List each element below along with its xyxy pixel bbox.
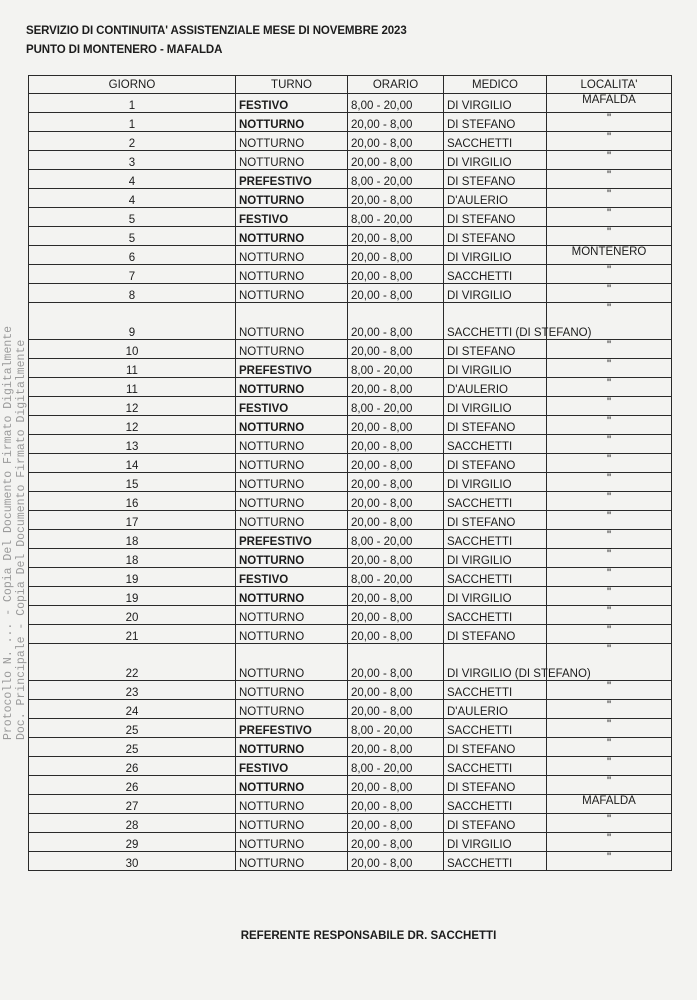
shift-cell: NOTTURNO <box>236 151 348 170</box>
table-row <box>29 719 672 738</box>
location-cell: " <box>547 132 672 151</box>
doctor-cell: SACCHETTI <box>444 719 547 738</box>
time-cell: 20,00 - 8,00 <box>348 852 444 871</box>
schedule-body <box>29 94 672 871</box>
time-cell: 20,00 - 8,00 <box>348 738 444 757</box>
doctor-cell: SACCHETTI <box>444 492 547 511</box>
day-cell: 27 <box>29 795 236 814</box>
location-cell: " <box>547 757 672 776</box>
shift-cell: FESTIVO <box>236 757 348 776</box>
time-cell: 8,00 - 20,00 <box>348 94 444 113</box>
location-cell: " <box>547 208 672 227</box>
location-cell: " <box>547 568 672 587</box>
doctor-cell: DI STEFANO <box>444 625 547 644</box>
shift-cell: NOTTURNO <box>236 340 348 359</box>
doctor-cell: D'AULERIO <box>444 189 547 208</box>
day-cell: 25 <box>29 719 236 738</box>
column-header-orario: ORARIO <box>348 76 444 94</box>
day-cell: 18 <box>29 549 236 568</box>
time-cell: 20,00 - 8,00 <box>348 625 444 644</box>
location-cell: " <box>547 265 672 284</box>
location-cell: " <box>547 435 672 454</box>
column-header-giorno: GIORNO <box>29 76 236 94</box>
time-cell: 20,00 - 8,00 <box>348 473 444 492</box>
day-cell: 1 <box>29 113 236 132</box>
column-header-turno: TURNO <box>236 76 348 94</box>
shift-cell: NOTTURNO <box>236 587 348 606</box>
location-cell: " <box>547 644 672 681</box>
day-cell: 30 <box>29 852 236 871</box>
table-row <box>29 681 672 700</box>
table-row <box>29 246 672 265</box>
time-cell: 20,00 - 8,00 <box>348 416 444 435</box>
table-row <box>29 132 672 151</box>
doctor-cell: DI STEFANO <box>444 738 547 757</box>
time-cell: 8,00 - 20,00 <box>348 359 444 378</box>
doctor-cell: DI STEFANO <box>444 227 547 246</box>
shift-cell: NOTTURNO <box>236 814 348 833</box>
day-cell: 3 <box>29 151 236 170</box>
location-cell: " <box>547 587 672 606</box>
time-cell: 8,00 - 20,00 <box>348 170 444 189</box>
day-cell: 19 <box>29 587 236 606</box>
location-cell: " <box>547 227 672 246</box>
doctor-cell: SACCHETTI <box>444 568 547 587</box>
doctor-cell: SACCHETTI <box>444 132 547 151</box>
shift-cell: NOTTURNO <box>236 378 348 397</box>
shift-cell: NOTTURNO <box>236 265 348 284</box>
location-cell: " <box>547 530 672 549</box>
footer <box>0 926 697 944</box>
doctor-cell: D'AULERIO <box>444 378 547 397</box>
time-cell: 20,00 - 8,00 <box>348 606 444 625</box>
table-row <box>29 94 672 113</box>
location-cell: " <box>547 397 672 416</box>
table-row <box>29 757 672 776</box>
table-row <box>29 700 672 719</box>
table-row <box>29 833 672 852</box>
day-cell: 10 <box>29 340 236 359</box>
protocol-stamp <box>2 326 28 740</box>
time-cell: 20,00 - 8,00 <box>348 340 444 359</box>
table-row <box>29 587 672 606</box>
table-row <box>29 473 672 492</box>
shift-cell: NOTTURNO <box>236 700 348 719</box>
day-cell: 9 <box>29 303 236 340</box>
doctor-cell: DI VIRGILIO <box>444 549 547 568</box>
doctor-cell: DI VIRGILIO (DI STEFANO) <box>444 644 547 681</box>
document-header <box>26 22 407 60</box>
shift-cell: FESTIVO <box>236 208 348 227</box>
column-header-localita: LOCALITA' <box>547 76 672 94</box>
table-row <box>29 303 672 340</box>
doctor-cell: DI STEFANO <box>444 814 547 833</box>
doctor-cell: DI VIRGILIO <box>444 587 547 606</box>
shift-cell: NOTTURNO <box>236 644 348 681</box>
column-header-medico: MEDICO <box>444 76 547 94</box>
table-row <box>29 378 672 397</box>
table-row <box>29 170 672 189</box>
day-cell: 18 <box>29 530 236 549</box>
doctor-cell: DI STEFANO <box>444 776 547 795</box>
table-row <box>29 435 672 454</box>
time-cell: 8,00 - 20,00 <box>348 757 444 776</box>
location-cell: " <box>547 303 672 340</box>
time-cell: 8,00 - 20,00 <box>348 568 444 587</box>
shift-cell: NOTTURNO <box>236 227 348 246</box>
location-cell: " <box>547 284 672 303</box>
shift-cell: NOTTURNO <box>236 132 348 151</box>
shift-cell: NOTTURNO <box>236 492 348 511</box>
doctor-cell: DI STEFANO <box>444 170 547 189</box>
location-cell: " <box>547 340 672 359</box>
table-row <box>29 340 672 359</box>
doctor-cell: DI STEFANO <box>444 113 547 132</box>
location-cell: " <box>547 378 672 397</box>
time-cell: 20,00 - 8,00 <box>348 644 444 681</box>
document-title: SERVIZIO DI CONTINUITA' ASSISTENZIALE MESE DI NOVEMBRE 2023 <box>26 25 407 37</box>
time-cell: 20,00 - 8,00 <box>348 587 444 606</box>
doctor-cell: SACCHETTI <box>444 530 547 549</box>
day-cell: 1 <box>29 94 236 113</box>
doctor-cell: DI VIRGILIO <box>444 359 547 378</box>
table-row <box>29 644 672 681</box>
day-cell: 22 <box>29 644 236 681</box>
doctor-cell: D'AULERIO <box>444 700 547 719</box>
doctor-cell: SACCHETTI (DI STEFANO) <box>444 303 547 340</box>
referente-signature-line: REFERENTE RESPONSABILE DR. SACCHETTI <box>240 930 497 942</box>
table-row <box>29 795 672 814</box>
shift-cell: NOTTURNO <box>236 189 348 208</box>
time-cell: 20,00 - 8,00 <box>348 511 444 530</box>
doctor-cell: DI VIRGILIO <box>444 473 547 492</box>
day-cell: 2 <box>29 132 236 151</box>
day-cell: 4 <box>29 170 236 189</box>
doctor-cell: DI VIRGILIO <box>444 833 547 852</box>
table-row <box>29 227 672 246</box>
doctor-cell: SACCHETTI <box>444 265 547 284</box>
day-cell: 13 <box>29 435 236 454</box>
time-cell: 8,00 - 20,00 <box>348 719 444 738</box>
location-cell: " <box>547 700 672 719</box>
table-row <box>29 208 672 227</box>
location-cell: MAFALDA <box>547 795 672 814</box>
location-cell: MONTENERO <box>547 246 672 265</box>
day-cell: 4 <box>29 189 236 208</box>
shift-cell: PREFESTIVO <box>236 359 348 378</box>
time-cell: 20,00 - 8,00 <box>348 435 444 454</box>
time-cell: 20,00 - 8,00 <box>348 303 444 340</box>
day-cell: 12 <box>29 397 236 416</box>
time-cell: 8,00 - 20,00 <box>348 530 444 549</box>
table-row <box>29 189 672 208</box>
location-cell: " <box>547 833 672 852</box>
time-cell: 20,00 - 8,00 <box>348 284 444 303</box>
shift-cell: NOTTURNO <box>236 852 348 871</box>
location-cell: " <box>547 852 672 871</box>
doctor-cell: DI VIRGILIO <box>444 284 547 303</box>
document-subtitle: PUNTO DI MONTENERO - MAFALDA <box>26 44 223 56</box>
time-cell: 20,00 - 8,00 <box>348 227 444 246</box>
time-cell: 20,00 - 8,00 <box>348 151 444 170</box>
shift-cell: NOTTURNO <box>236 246 348 265</box>
shift-cell: NOTTURNO <box>236 284 348 303</box>
shift-cell: NOTTURNO <box>236 549 348 568</box>
doctor-cell: DI VIRGILIO <box>444 151 547 170</box>
location-cell: " <box>547 606 672 625</box>
location-cell: " <box>547 454 672 473</box>
table-row <box>29 511 672 530</box>
shift-cell: NOTTURNO <box>236 113 348 132</box>
doctor-cell: DI STEFANO <box>444 454 547 473</box>
protocol-stamp-line-1: Protocollo N. ... - Copia Del Documento Firmato Digitalmente <box>2 325 15 740</box>
day-cell: 20 <box>29 606 236 625</box>
shift-cell: NOTTURNO <box>236 511 348 530</box>
shift-cell: NOTTURNO <box>236 303 348 340</box>
table-row <box>29 454 672 473</box>
shift-cell: NOTTURNO <box>236 738 348 757</box>
time-cell: 8,00 - 20,00 <box>348 397 444 416</box>
location-cell: " <box>547 511 672 530</box>
shift-cell: NOTTURNO <box>236 625 348 644</box>
day-cell: 5 <box>29 227 236 246</box>
table-row <box>29 359 672 378</box>
location-cell: " <box>547 549 672 568</box>
location-cell: " <box>547 113 672 132</box>
day-cell: 6 <box>29 246 236 265</box>
location-cell: " <box>547 719 672 738</box>
table-row <box>29 530 672 549</box>
schedule-table <box>28 75 672 871</box>
day-cell: 17 <box>29 511 236 530</box>
doctor-cell: SACCHETTI <box>444 435 547 454</box>
location-cell: " <box>547 625 672 644</box>
doctor-cell: DI VIRGILIO <box>444 94 547 113</box>
location-cell: " <box>547 359 672 378</box>
day-cell: 23 <box>29 681 236 700</box>
doctor-cell: DI STEFANO <box>444 416 547 435</box>
doctor-cell: DI STEFANO <box>444 208 547 227</box>
shift-cell: NOTTURNO <box>236 606 348 625</box>
shift-cell: NOTTURNO <box>236 776 348 795</box>
time-cell: 20,00 - 8,00 <box>348 378 444 397</box>
time-cell: 20,00 - 8,00 <box>348 246 444 265</box>
table-row <box>29 606 672 625</box>
table-row <box>29 568 672 587</box>
location-cell: " <box>547 416 672 435</box>
shift-cell: NOTTURNO <box>236 435 348 454</box>
time-cell: 20,00 - 8,00 <box>348 454 444 473</box>
location-cell: " <box>547 189 672 208</box>
shift-cell: FESTIVO <box>236 397 348 416</box>
day-cell: 29 <box>29 833 236 852</box>
day-cell: 21 <box>29 625 236 644</box>
time-cell: 8,00 - 20,00 <box>348 208 444 227</box>
location-cell: MAFALDA <box>547 94 672 113</box>
table-row <box>29 113 672 132</box>
shift-cell: NOTTURNO <box>236 416 348 435</box>
doctor-cell: DI VIRGILIO <box>444 397 547 416</box>
table-row <box>29 284 672 303</box>
time-cell: 20,00 - 8,00 <box>348 189 444 208</box>
shift-cell: PREFESTIVO <box>236 170 348 189</box>
day-cell: 26 <box>29 757 236 776</box>
day-cell: 11 <box>29 378 236 397</box>
shift-cell: NOTTURNO <box>236 833 348 852</box>
doctor-cell: SACCHETTI <box>444 795 547 814</box>
doctor-cell: SACCHETTI <box>444 757 547 776</box>
shift-cell: FESTIVO <box>236 94 348 113</box>
table-row <box>29 151 672 170</box>
time-cell: 20,00 - 8,00 <box>348 492 444 511</box>
doctor-cell: DI STEFANO <box>444 340 547 359</box>
table-row <box>29 852 672 871</box>
table-row <box>29 814 672 833</box>
day-cell: 12 <box>29 416 236 435</box>
doctor-cell: DI VIRGILIO <box>444 246 547 265</box>
time-cell: 20,00 - 8,00 <box>348 700 444 719</box>
shift-cell: NOTTURNO <box>236 473 348 492</box>
doctor-cell: SACCHETTI <box>444 852 547 871</box>
table-row <box>29 397 672 416</box>
day-cell: 14 <box>29 454 236 473</box>
table-row <box>29 738 672 757</box>
protocol-stamp-line-2: Doc. Principale - Copia Del Documento Firmato Digitalmente <box>15 339 28 740</box>
day-cell: 5 <box>29 208 236 227</box>
shift-cell: FESTIVO <box>236 568 348 587</box>
day-cell: 11 <box>29 359 236 378</box>
day-cell: 24 <box>29 700 236 719</box>
table-row <box>29 492 672 511</box>
day-cell: 25 <box>29 738 236 757</box>
location-cell: " <box>547 738 672 757</box>
day-cell: 19 <box>29 568 236 587</box>
shift-cell: NOTTURNO <box>236 454 348 473</box>
day-cell: 15 <box>29 473 236 492</box>
table-row <box>29 265 672 284</box>
location-cell: " <box>547 473 672 492</box>
shift-cell: PREFESTIVO <box>236 530 348 549</box>
table-row <box>29 776 672 795</box>
shift-cell: PREFESTIVO <box>236 719 348 738</box>
day-cell: 26 <box>29 776 236 795</box>
shift-cell: NOTTURNO <box>236 795 348 814</box>
time-cell: 20,00 - 8,00 <box>348 549 444 568</box>
time-cell: 20,00 - 8,00 <box>348 814 444 833</box>
table-row <box>29 549 672 568</box>
day-cell: 8 <box>29 284 236 303</box>
location-cell: " <box>547 681 672 700</box>
location-cell: " <box>547 814 672 833</box>
location-cell: " <box>547 151 672 170</box>
time-cell: 20,00 - 8,00 <box>348 681 444 700</box>
table-row <box>29 416 672 435</box>
time-cell: 20,00 - 8,00 <box>348 776 444 795</box>
location-cell: " <box>547 492 672 511</box>
doctor-cell: SACCHETTI <box>444 606 547 625</box>
day-cell: 7 <box>29 265 236 284</box>
shift-cell: NOTTURNO <box>236 681 348 700</box>
table-row <box>29 625 672 644</box>
day-cell: 16 <box>29 492 236 511</box>
time-cell: 20,00 - 8,00 <box>348 132 444 151</box>
day-cell: 28 <box>29 814 236 833</box>
schedule-header-row <box>29 76 672 94</box>
location-cell: " <box>547 776 672 795</box>
time-cell: 20,00 - 8,00 <box>348 265 444 284</box>
doctor-cell: DI STEFANO <box>444 511 547 530</box>
time-cell: 20,00 - 8,00 <box>348 795 444 814</box>
time-cell: 20,00 - 8,00 <box>348 113 444 132</box>
time-cell: 20,00 - 8,00 <box>348 833 444 852</box>
doctor-cell: SACCHETTI <box>444 681 547 700</box>
location-cell: " <box>547 170 672 189</box>
